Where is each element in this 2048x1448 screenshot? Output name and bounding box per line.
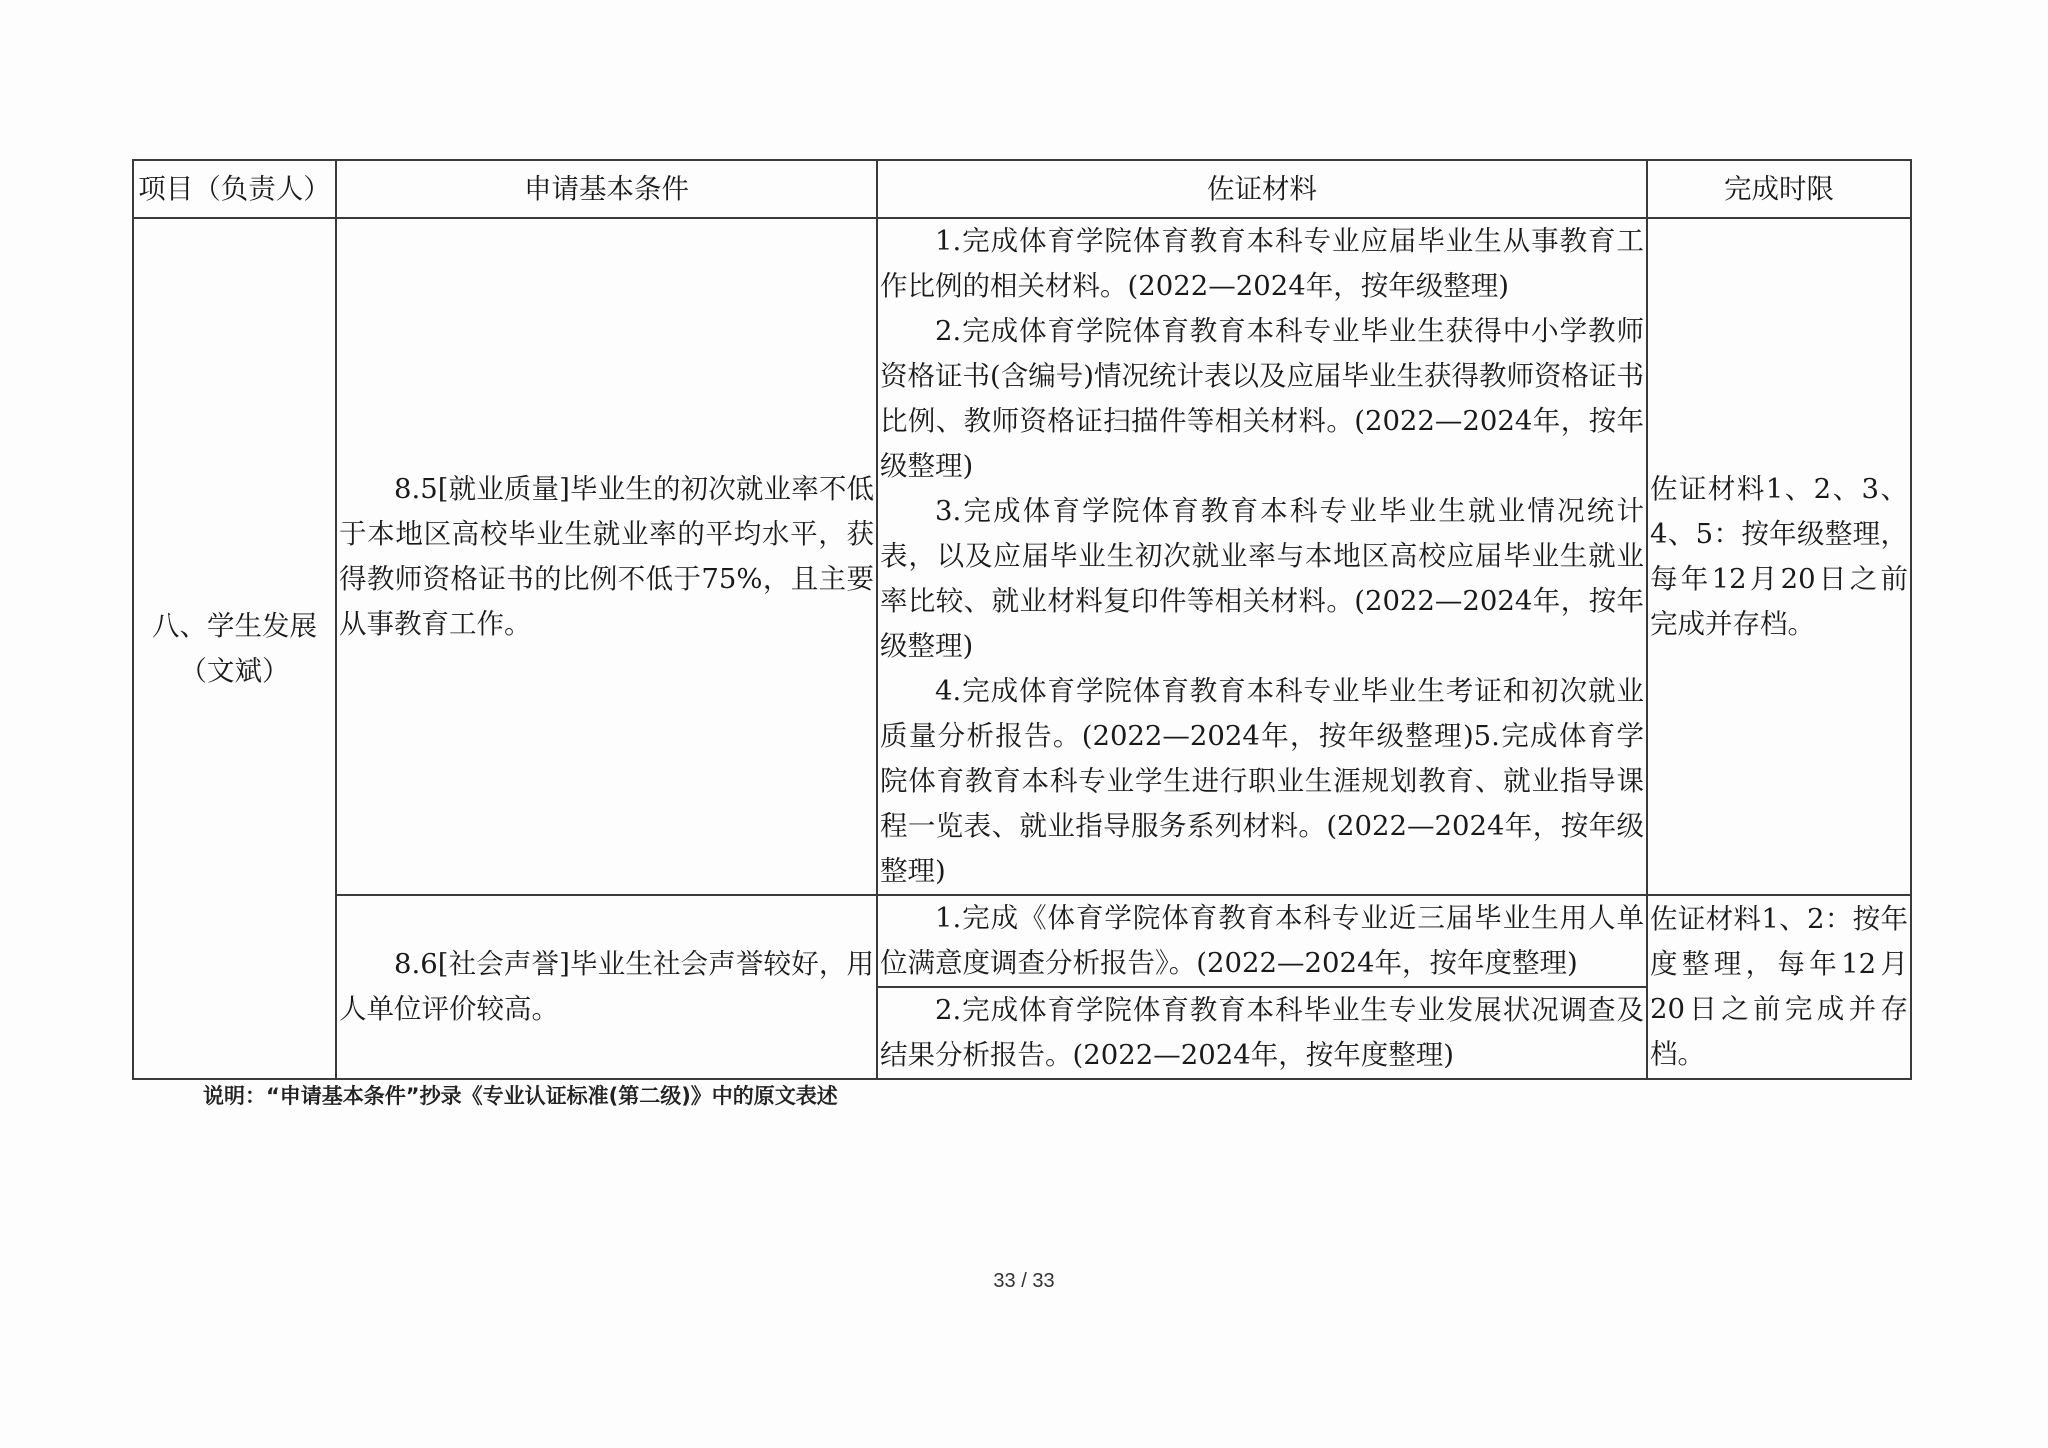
deadline-cell <box>1647 218 1911 895</box>
project-cell <box>133 218 336 1079</box>
deadline-text: 佐证材料1、2：按年度整理，每年12月20日之前完成并存档。 <box>1650 903 1908 1070</box>
evidence-item: 4.完成体育学院体育教育本科专业毕业生考证和初次就业质量分析报告。(2022—2024年，按年级整理)5.完成体育学院体育教育本科专业学生进行职业生涯规划教育、就业指导课程一览表、就业指导服务系列材料。(2022—2024年，按年级整理) <box>880 675 1644 887</box>
table-note: 说明：“申请基本条件”抄录《专业认证标准(第二级)》中的原文表述 <box>203 1084 838 1108</box>
evidence-item: 2.完成体育学院体育教育本科毕业生专业发展状况调查及结果分析报告。(2022—2024年，按年度整理) <box>880 994 1644 1071</box>
header-evidence: 佐证材料 <box>877 160 1647 218</box>
project-name: 八、学生发展 <box>152 609 317 642</box>
table-header-row <box>133 160 1911 218</box>
requirements-table <box>132 159 1912 1080</box>
condition-cell <box>336 218 877 895</box>
evidence-item: 2.完成体育学院体育教育本科专业毕业生获得中小学教师资格证书(含编号)情况统计表以及应届毕业生获得教师资格证书比例、教师资格证扫描件等相关材料。(2022—2024年，按年级整理) <box>880 315 1644 482</box>
condition-cell <box>336 895 877 1079</box>
evidence-item: 1.完成体育学院体育教育本科专业应届毕业生从事教育工作比例的相关材料。(2022—2024年，按年级整理) <box>880 225 1644 302</box>
table-row <box>133 895 1911 1079</box>
header-project: 项目（负责人） <box>133 160 336 218</box>
header-condition: 申请基本条件 <box>336 160 877 218</box>
evidence-cell <box>877 218 1647 895</box>
evidence-cell <box>877 895 1647 1079</box>
evidence-item: 1.完成《体育学院体育教育本科专业近三届毕业生用人单位满意度调查分析报告》。(2022—2024年，按年度整理) <box>878 896 1646 988</box>
header-deadline: 完成时限 <box>1647 160 1911 218</box>
condition-text: 8.6[社会声誉]毕业生社会声誉较好，用人单位评价较高。 <box>339 948 874 1025</box>
evidence-item: 3.完成体育学院体育教育本科专业毕业生就业情况统计表，以及应届毕业生初次就业率与本地区高校应届毕业生就业率比较、就业材料复印件等相关材料。(2022—2024年，按年级整理) <box>880 495 1644 662</box>
deadline-text: 佐证材料1、2、3、4、5：按年级整理，每年12月20日之前完成并存档。 <box>1650 472 1908 640</box>
condition-text: 8.5[就业质量]毕业生的初次就业率不低于本地区高校毕业生就业率的平均水平，获得教师资格证书的比例不低于75%，且主要从事教育工作。 <box>339 472 874 640</box>
page-number: 33 / 33 <box>993 1270 1055 1292</box>
table-row <box>133 218 1911 895</box>
project-owner: （文斌） <box>179 654 290 687</box>
deadline-cell <box>1647 895 1911 1079</box>
